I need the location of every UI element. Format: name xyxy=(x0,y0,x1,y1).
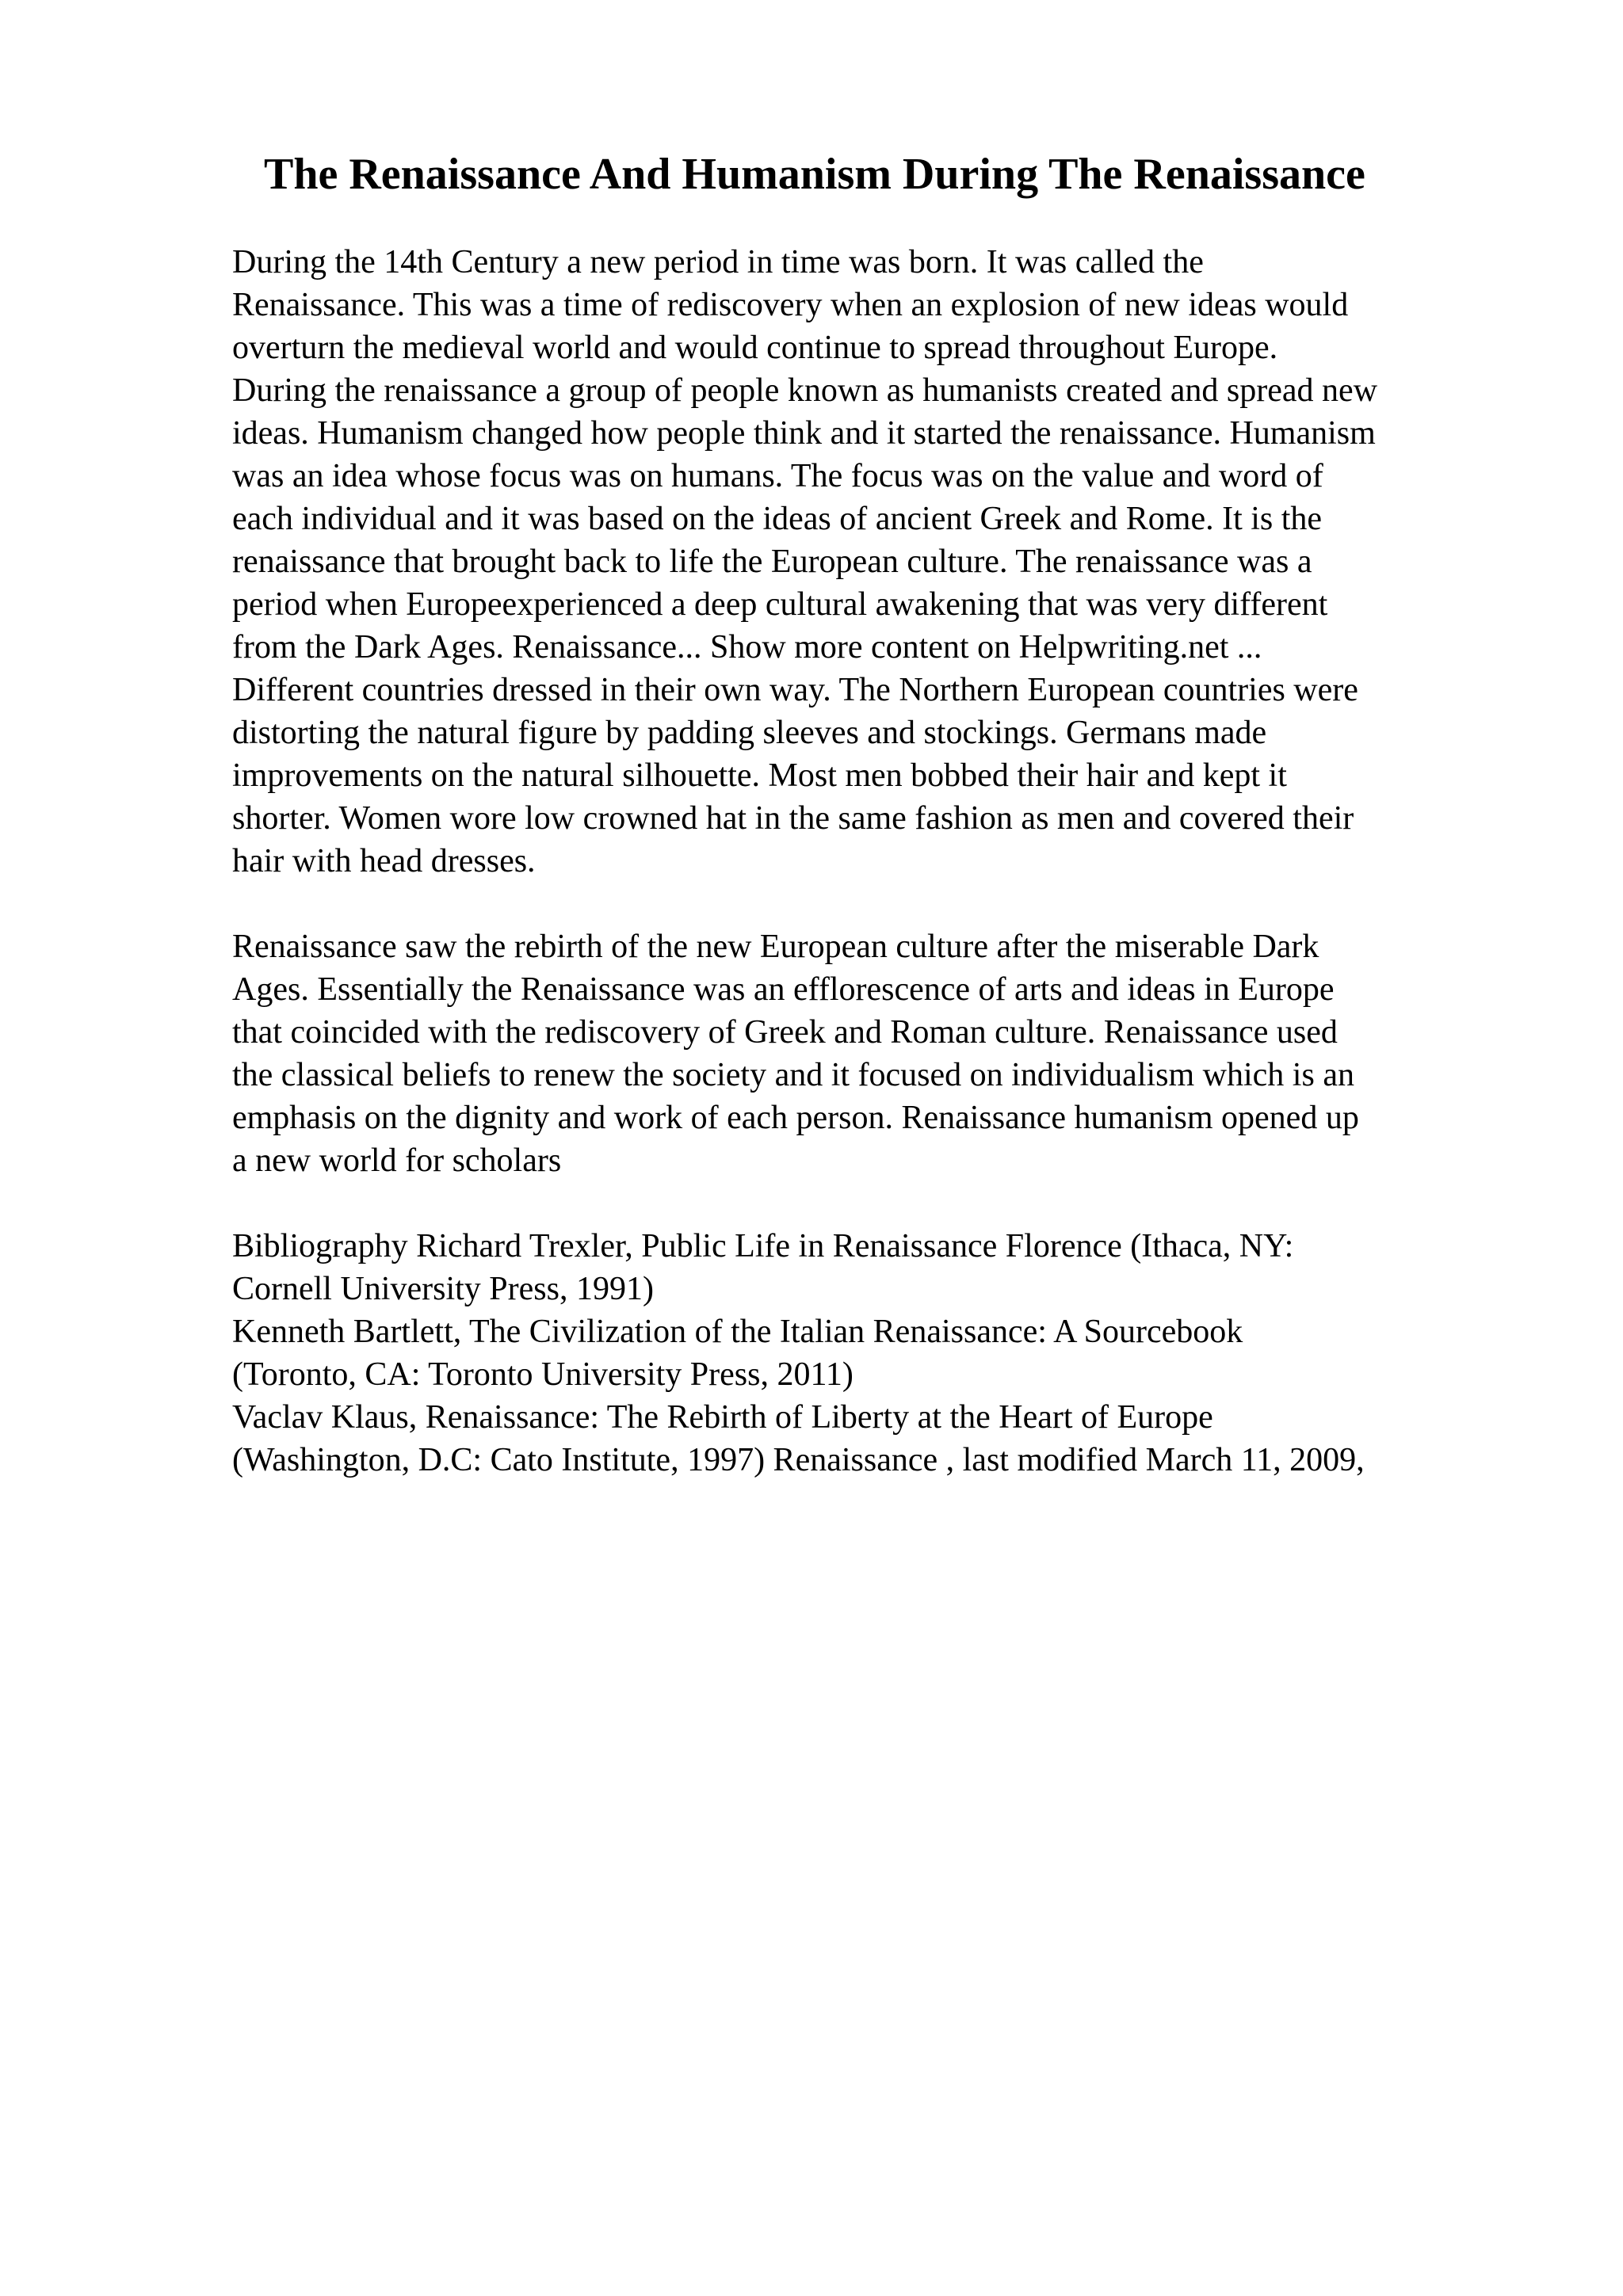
bibliography-line: (Washington, D.C: Cato Institute, 1997) Renaissance , last modified March 11, 2009, xyxy=(232,1441,1365,1478)
text-line: distorting the natural figure by padding sleeves and stockings. Germans made xyxy=(232,714,1267,751)
text-line: Renaissance saw the rebirth of the new European culture after the miserable Dark xyxy=(232,928,1319,965)
text-line: During the 14th Century a new period in time was born. It was called the xyxy=(232,243,1204,280)
text-line: overturn the medieval world and would continue to spread throughout Europe. xyxy=(232,329,1278,366)
document-page xyxy=(232,151,1532,1482)
text-line: each individual and it was based on the ideas of ancient Greek and Rome. It is the xyxy=(232,500,1323,537)
paragraph-2 xyxy=(232,925,1532,1182)
bibliography-line: Vaclav Klaus, Renaissance: The Rebirth of Liberty at the Heart of Europe xyxy=(232,1398,1213,1436)
text-line: shorter. Women wore low crowned hat in the same fashion as men and covered their xyxy=(232,799,1354,837)
bibliography xyxy=(232,1225,1532,1482)
text-line: improvements on the natural silhouette. Most men bobbed their hair and kept it xyxy=(232,757,1287,794)
text-line: hair with head dresses. xyxy=(232,842,536,879)
text-line: During the renaissance a group of people known as humanists created and spread new xyxy=(232,372,1378,409)
bibliography-line: Kenneth Bartlett, The Civilization of the Italian Renaissance: A Sourcebook xyxy=(232,1313,1243,1350)
text-line: Renaissance. This was a time of rediscovery when an explosion of new ideas would xyxy=(232,286,1349,323)
text-line: Ages. Essentially the Renaissance was an efflorescence of arts and ideas in Europe xyxy=(232,971,1335,1008)
text-line: the classical beliefs to renew the society and it focused on individualism which is an xyxy=(232,1056,1354,1093)
bibliography-line: Bibliography Richard Trexler, Public Life in Renaissance Florence (Ithaca, NY: xyxy=(232,1227,1294,1264)
text-line: emphasis on the dignity and work of each person. Renaissance humanism opened up xyxy=(232,1099,1359,1136)
bibliography-line: Cornell University Press, 1991) xyxy=(232,1270,654,1307)
text-line: renaissance that brought back to life the European culture. The renaissance was a xyxy=(232,543,1312,580)
text-line: was an idea whose focus was on humans. The focus was on the value and word of xyxy=(232,457,1323,494)
bibliography-line: (Toronto, CA: Toronto University Press, 2011) xyxy=(232,1356,854,1393)
text-line: ideas. Humanism changed how people think and it started the renaissance. Humanism xyxy=(232,414,1376,452)
text-line: Different countries dressed in their own way. The Northern European countries were xyxy=(232,671,1358,708)
text-line: from the Dark Ages. Renaissance... Show more content on Helpwriting.net ... xyxy=(232,628,1262,666)
page-title: The Renaissance And Humanism During The Renaissance xyxy=(264,150,1365,199)
text-line: a new world for scholars xyxy=(232,1142,562,1179)
paragraph-1 xyxy=(232,241,1532,883)
text-line: that coincided with the rediscovery of Greek and Roman culture. Renaissance used xyxy=(232,1013,1338,1051)
text-line: period when Europeexperienced a deep cultural awakening that was very different xyxy=(232,585,1328,623)
